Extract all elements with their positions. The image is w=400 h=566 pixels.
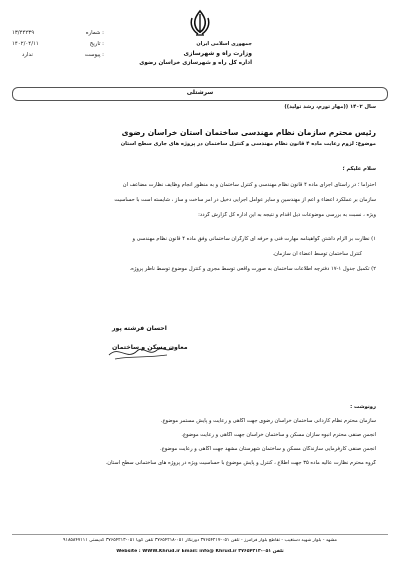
footer-contact: Website : WWW.Khrud.ir Email: info@ Khrud.ir تلفن ۰۵۱-۳۷۶۵۴۲۱۳ — [116, 549, 284, 554]
copy-recipient-4: گروه محترم نظارت عالیه ماده ۳۵ جهت اطلاع ، کنترل و پایش موضوع با حساسیت ویژه در پروژه های ساختمانی سطح استان. — [105, 460, 376, 466]
copies-heading: رونوشت : — [350, 404, 376, 410]
greeting: سلام علیکم ؛ — [342, 166, 376, 172]
letter-attachment-value: ندارد — [22, 52, 33, 58]
list-item-1-line-2: کنترل ساختمان توسط اعضاء آن سازمان. — [272, 251, 362, 257]
letter-date-label: تاریخ : — [89, 41, 104, 47]
signer-name: احسان فرشته پور — [112, 325, 167, 332]
letter-number-label: شماره : — [85, 30, 104, 36]
org-department: اداره کل راه و شهرسازی خراسان رضوی — [139, 60, 252, 66]
signer-title: معاون مسکن و ساختمان — [112, 344, 188, 351]
letter-date-value: ۱۴۰۲/۰۴/۱۱ — [12, 41, 39, 47]
body-line-1: احتراماً ؛ در راستای اجرای ماده ۴ قانون نظام مهندسی و کنترل ساختمان و به منظور انجام وظایف نظارت مضاعف آن — [122, 182, 376, 188]
banner-text: سرشتلی — [186, 89, 214, 96]
org-ministry: وزارت راه و شهرسازی — [183, 50, 252, 57]
letterhead-banner — [12, 87, 388, 101]
copy-recipient-1: سازمان محترم نظام کاردانی ساختمان خراسان رضوی جهت آگاهی و رعایت و پایش مستمر موضوع. — [160, 418, 376, 424]
footer-divider — [12, 534, 388, 535]
copy-recipient-3: انجمن صنفی کارفرمایی سازندگان مسکن و ساختمان شهرستان مشهد جهت آگاهی و رعایت موضوع. — [159, 446, 376, 452]
recipient: رئیس محترم سازمان نظام مهندسی ساختمان استان خراسان رضوی — [121, 128, 376, 137]
letter-number-value: ۱۳/۴۴۲۳۹ — [12, 30, 35, 36]
org-country: جمهوری اسلامی ایران — [196, 41, 252, 47]
body-line-3: ویژه ، نسبت به بررسی موضوعات ذیل اقدام و نتیجه به این اداره کل گزارش گردد: — [198, 212, 376, 218]
list-item-2: ۲) تکمیل جدول ۱-۱۷ دفترچه اطلاعات ساختمان به صورت واقعی توسط مجری و کنترل موضوع توسط ناظر پروژه. — [129, 266, 376, 272]
body-line-2: سازمان بر عملکرد اعضاء و اعم از مهندسین و سایر عوامل اجرایی دخیل در امر ساخت و ساز ، شایسته است با حساسیت — [114, 197, 376, 203]
letter-attachment-label: پیوست : — [84, 52, 104, 58]
iran-emblem-icon — [187, 8, 213, 38]
copy-recipient-2: انجمن صنفی محترم انبوه سازان مسکن و ساختمان خراسان جهت آگاهی و رعایت موضوع. — [181, 432, 376, 438]
footer-address: مشهد - بلوار شهید دستغیب - تقاطع بلوار فرامرز - تلفن ۰۵۱-۳۷۶۵۴۲۱۷ دورنگار ۰۵۱-۳۷۶۵۴۲۱۸ تلفن گویا ۰۵۱-۳۷۶۵۴۲۱۳ کدپستی ۹۱۸۵۸۴۷۱۱۱ — [63, 538, 337, 543]
list-item-1-line-1: ۱) نظارت بر الزام داشتن گواهینامه مهارت فنی و حرفه ای کارگران ساختمانی وفق ماده ۴ قانون نظام مهندسی و — [132, 236, 376, 242]
subject-line: موضوع: لزوم رعایت ماده ۴ قانون نظام مهندسی و کنترل ساختمان در پروژه های جاری سطح استان — [120, 141, 376, 147]
year-slogan: سال ۱۴۰۲ ((مهار تورم، رشد تولید)) — [284, 104, 376, 110]
